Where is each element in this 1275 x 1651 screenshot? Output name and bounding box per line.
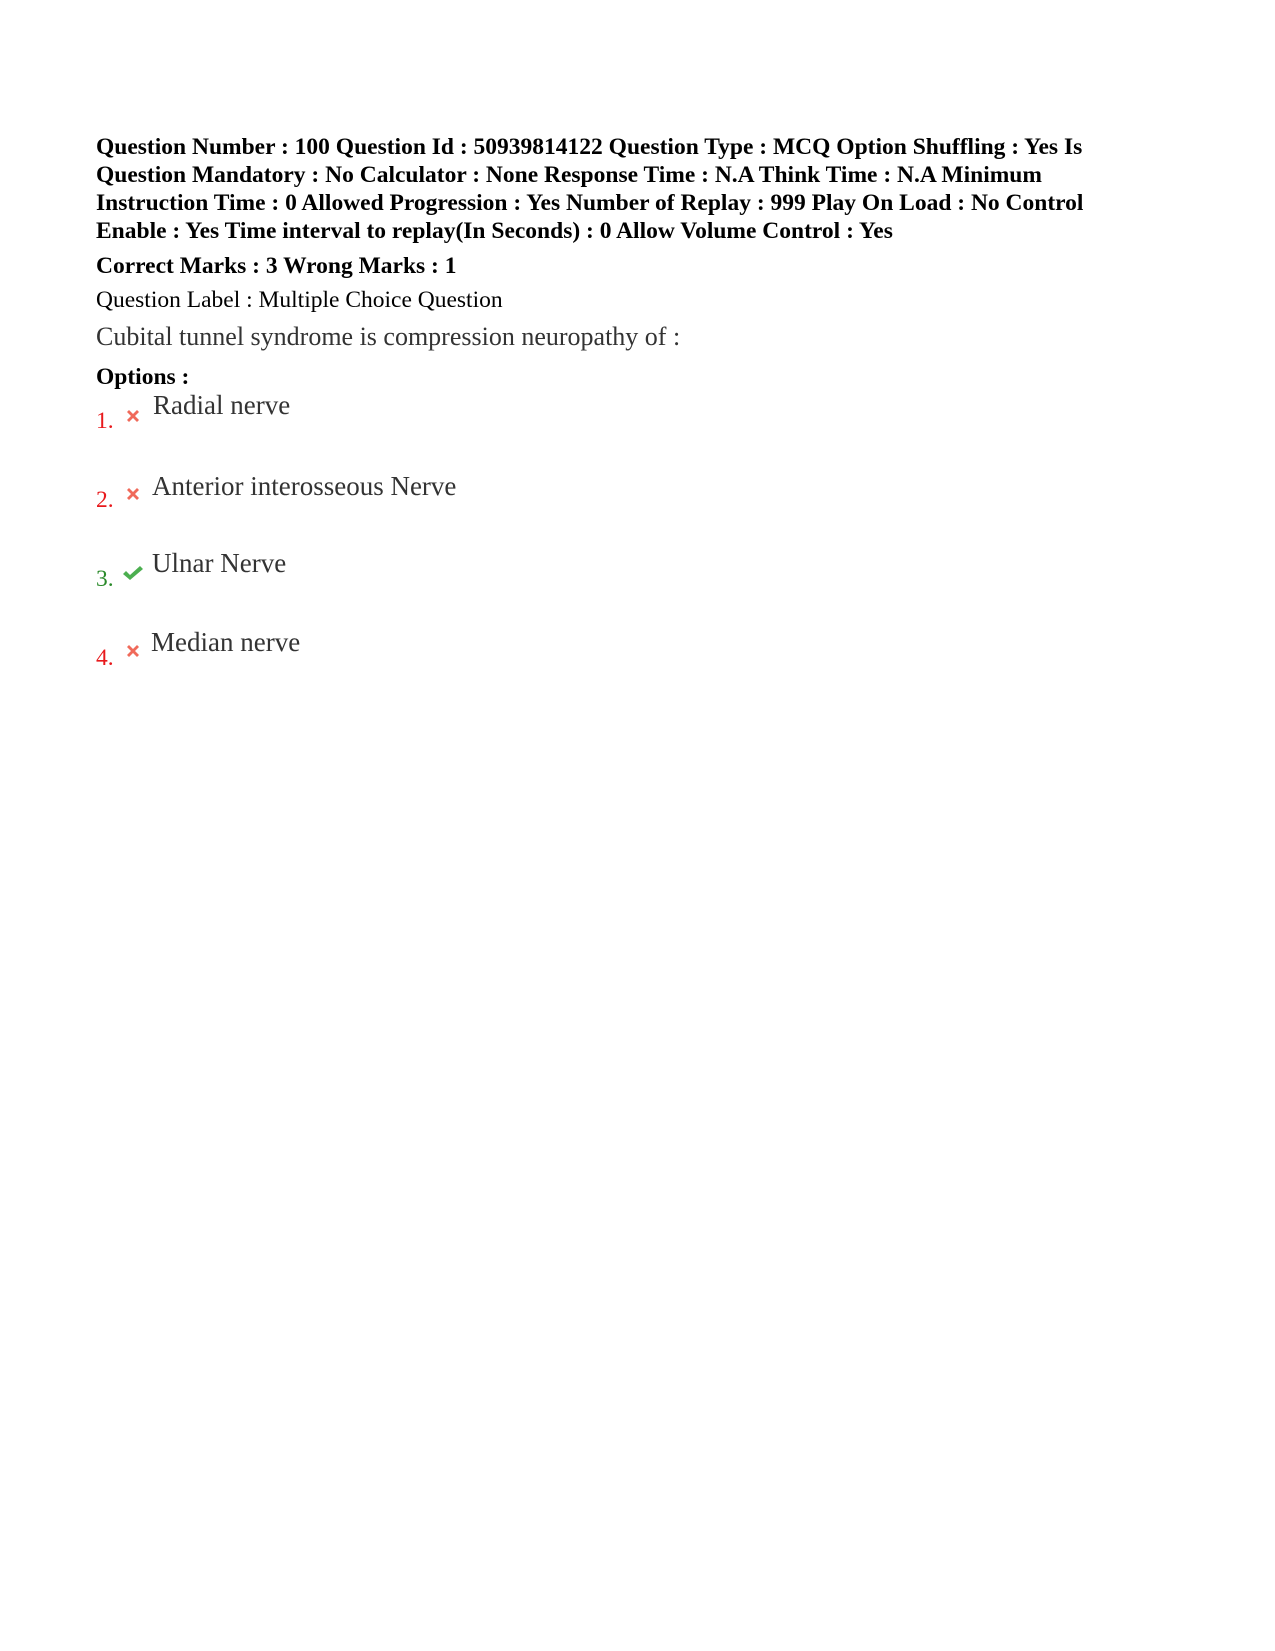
option-number: 1. xyxy=(96,408,114,434)
metadata-line: Question Number : 100 Question Id : 50939814122 Question Type : MCQ Option Shuffling : Yes Is xyxy=(96,134,1083,160)
option-item xyxy=(96,471,796,511)
option-number: 3. xyxy=(96,566,114,592)
metadata-line: Instruction Time : 0 Allowed Progression : Yes Number of Replay : 999 Play On Load : No Control xyxy=(96,190,1084,216)
option-item xyxy=(96,627,796,671)
options-heading: Options : xyxy=(96,364,190,390)
metadata-line: Question Mandatory : No Calculator : None Response Time : N.A Think Time : N.A Minimum xyxy=(96,162,1042,188)
option-text: Radial nerve xyxy=(153,390,291,420)
question-metadata xyxy=(96,133,1186,245)
question-label: Question Label : Multiple Choice Question xyxy=(96,287,503,313)
option-number: 4. xyxy=(96,645,114,671)
option-text: Ulnar Nerve xyxy=(152,548,287,578)
option-item xyxy=(96,392,796,432)
question-page xyxy=(96,133,1186,391)
option-text: Median nerve xyxy=(151,627,301,657)
cross-icon xyxy=(123,406,143,426)
metadata-line: Enable : Yes Time interval to replay(In Seconds) : 0 Allow Volume Control : Yes xyxy=(96,218,893,244)
cross-icon xyxy=(123,484,143,504)
check-icon xyxy=(121,563,145,583)
question-text: Cubital tunnel syndrome is compression neuropathy of : xyxy=(96,322,681,351)
option-number: 2. xyxy=(96,487,114,513)
marks-info: Correct Marks : 3 Wrong Marks : 1 xyxy=(96,253,457,279)
cross-icon xyxy=(123,641,143,661)
option-text: Anterior interosseous Nerve xyxy=(152,471,457,501)
option-item xyxy=(96,550,796,590)
